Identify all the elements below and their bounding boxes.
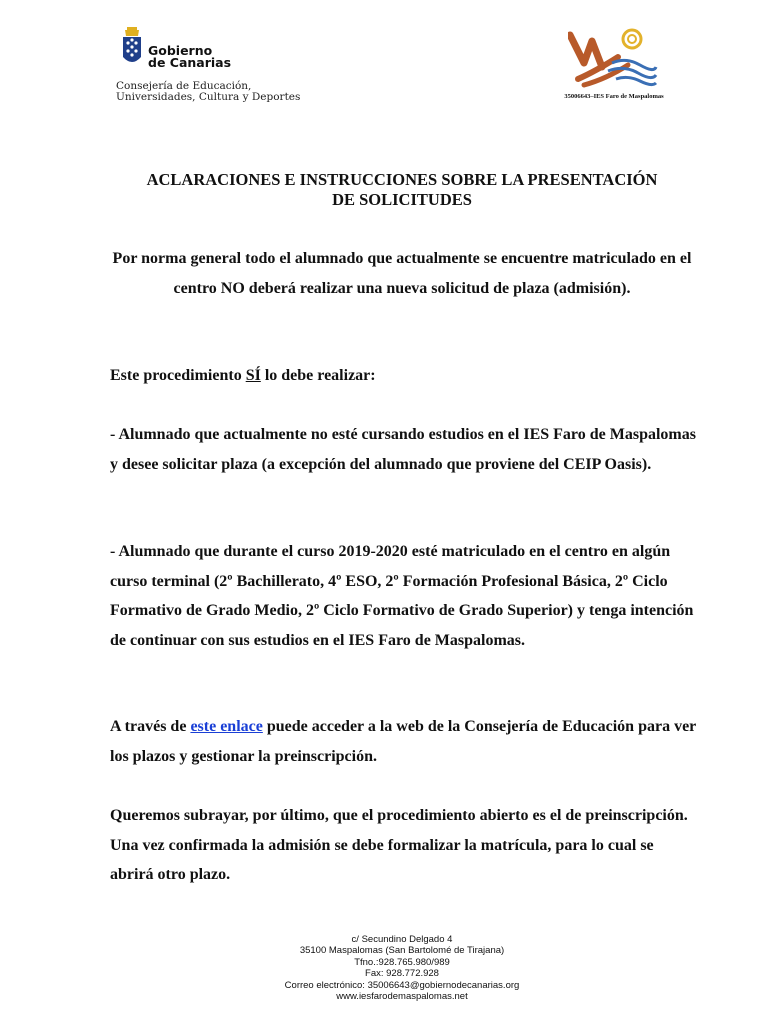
footer-city: 35100 Maspalomas (San Bartolomé de Tirajana) <box>299 945 505 957</box>
footer-web: www.iesfarodemaspalomas.net <box>336 991 468 1003</box>
department-line-1: Consejería de Educación, <box>116 80 252 92</box>
procedure-paragraph <box>110 361 700 391</box>
link-after: puede acceder a la web de la Consejería de Educación para ver los plazos y gestionar la preinscripción. <box>110 718 696 765</box>
footer-address: c/ Secundino Delgado 4 <box>351 934 453 945</box>
procedure-after: lo debe realizar: <box>260 367 376 384</box>
closing-paragraph: Queremos subrayar, por último, que el procedimiento abierto es el de preinscripción. Una vez confirmada la admisión se debe formalizar la matrícula, para lo cual se abrirá otro plazo. <box>110 807 688 883</box>
este-enlace-link[interactable]: este enlace <box>190 718 263 735</box>
school-logo <box>550 25 680 105</box>
title-line-1: ACLARACIONES E INSTRUCCIONES SOBRE LA PRESENTACIÓN <box>146 170 658 189</box>
footer-email: Correo electrónico: 35006643@gobiernodecanarias.org <box>284 979 520 991</box>
procedure-emphasis: SÍ <box>245 367 261 384</box>
coat-of-arms-icon <box>120 27 144 69</box>
department-line-2: Universidades, Cultura y Deportes <box>116 91 301 103</box>
document-title <box>100 170 704 210</box>
link-before: A través de <box>110 718 191 735</box>
school-code-text: 35006643–IES Faro de Maspalomas <box>564 93 664 100</box>
list-item-1: - Alumnado que actualmente no esté cursando estudios en el IES Faro de Maspalomas y desee solicitar plaza (a excepción del alumnado que proviene del CEIP Oasis). <box>110 426 696 473</box>
title-line-2: DE SOLICITUDES <box>332 190 472 209</box>
link-paragraph <box>110 712 700 771</box>
footer <box>200 934 604 1002</box>
gobierno-canarias-logo <box>114 25 301 105</box>
footer-phone: Tfno.:928.765.980/989 <box>354 956 450 968</box>
brand-line-1: Gobierno <box>148 43 213 58</box>
procedure-before: Este procedimiento <box>110 367 246 384</box>
list-item-2: - Alumnado que durante el curso 2019-2020 esté matriculado en el centro en algún curso terminal (2º Bachillerato, 4º ESO, 2º Formación Profesional Básica, 2º Ciclo Formativo de Grado Medio, 2º Ciclo Formativo de Grado Superior) y tenga intención de continuar con sus estudios en el IES Faro de Maspalomas. <box>110 543 694 649</box>
brand-line-2: de Canarias <box>148 55 232 70</box>
intro-paragraph: Por norma general todo el alumnado que actualmente se encuentre matriculado en el centro NO deberá realizar una nueva solicitud de plaza (admisión). <box>112 250 692 297</box>
footer-fax: Fax: 928.772.928 <box>365 968 439 980</box>
school-logo-icon <box>568 27 658 89</box>
